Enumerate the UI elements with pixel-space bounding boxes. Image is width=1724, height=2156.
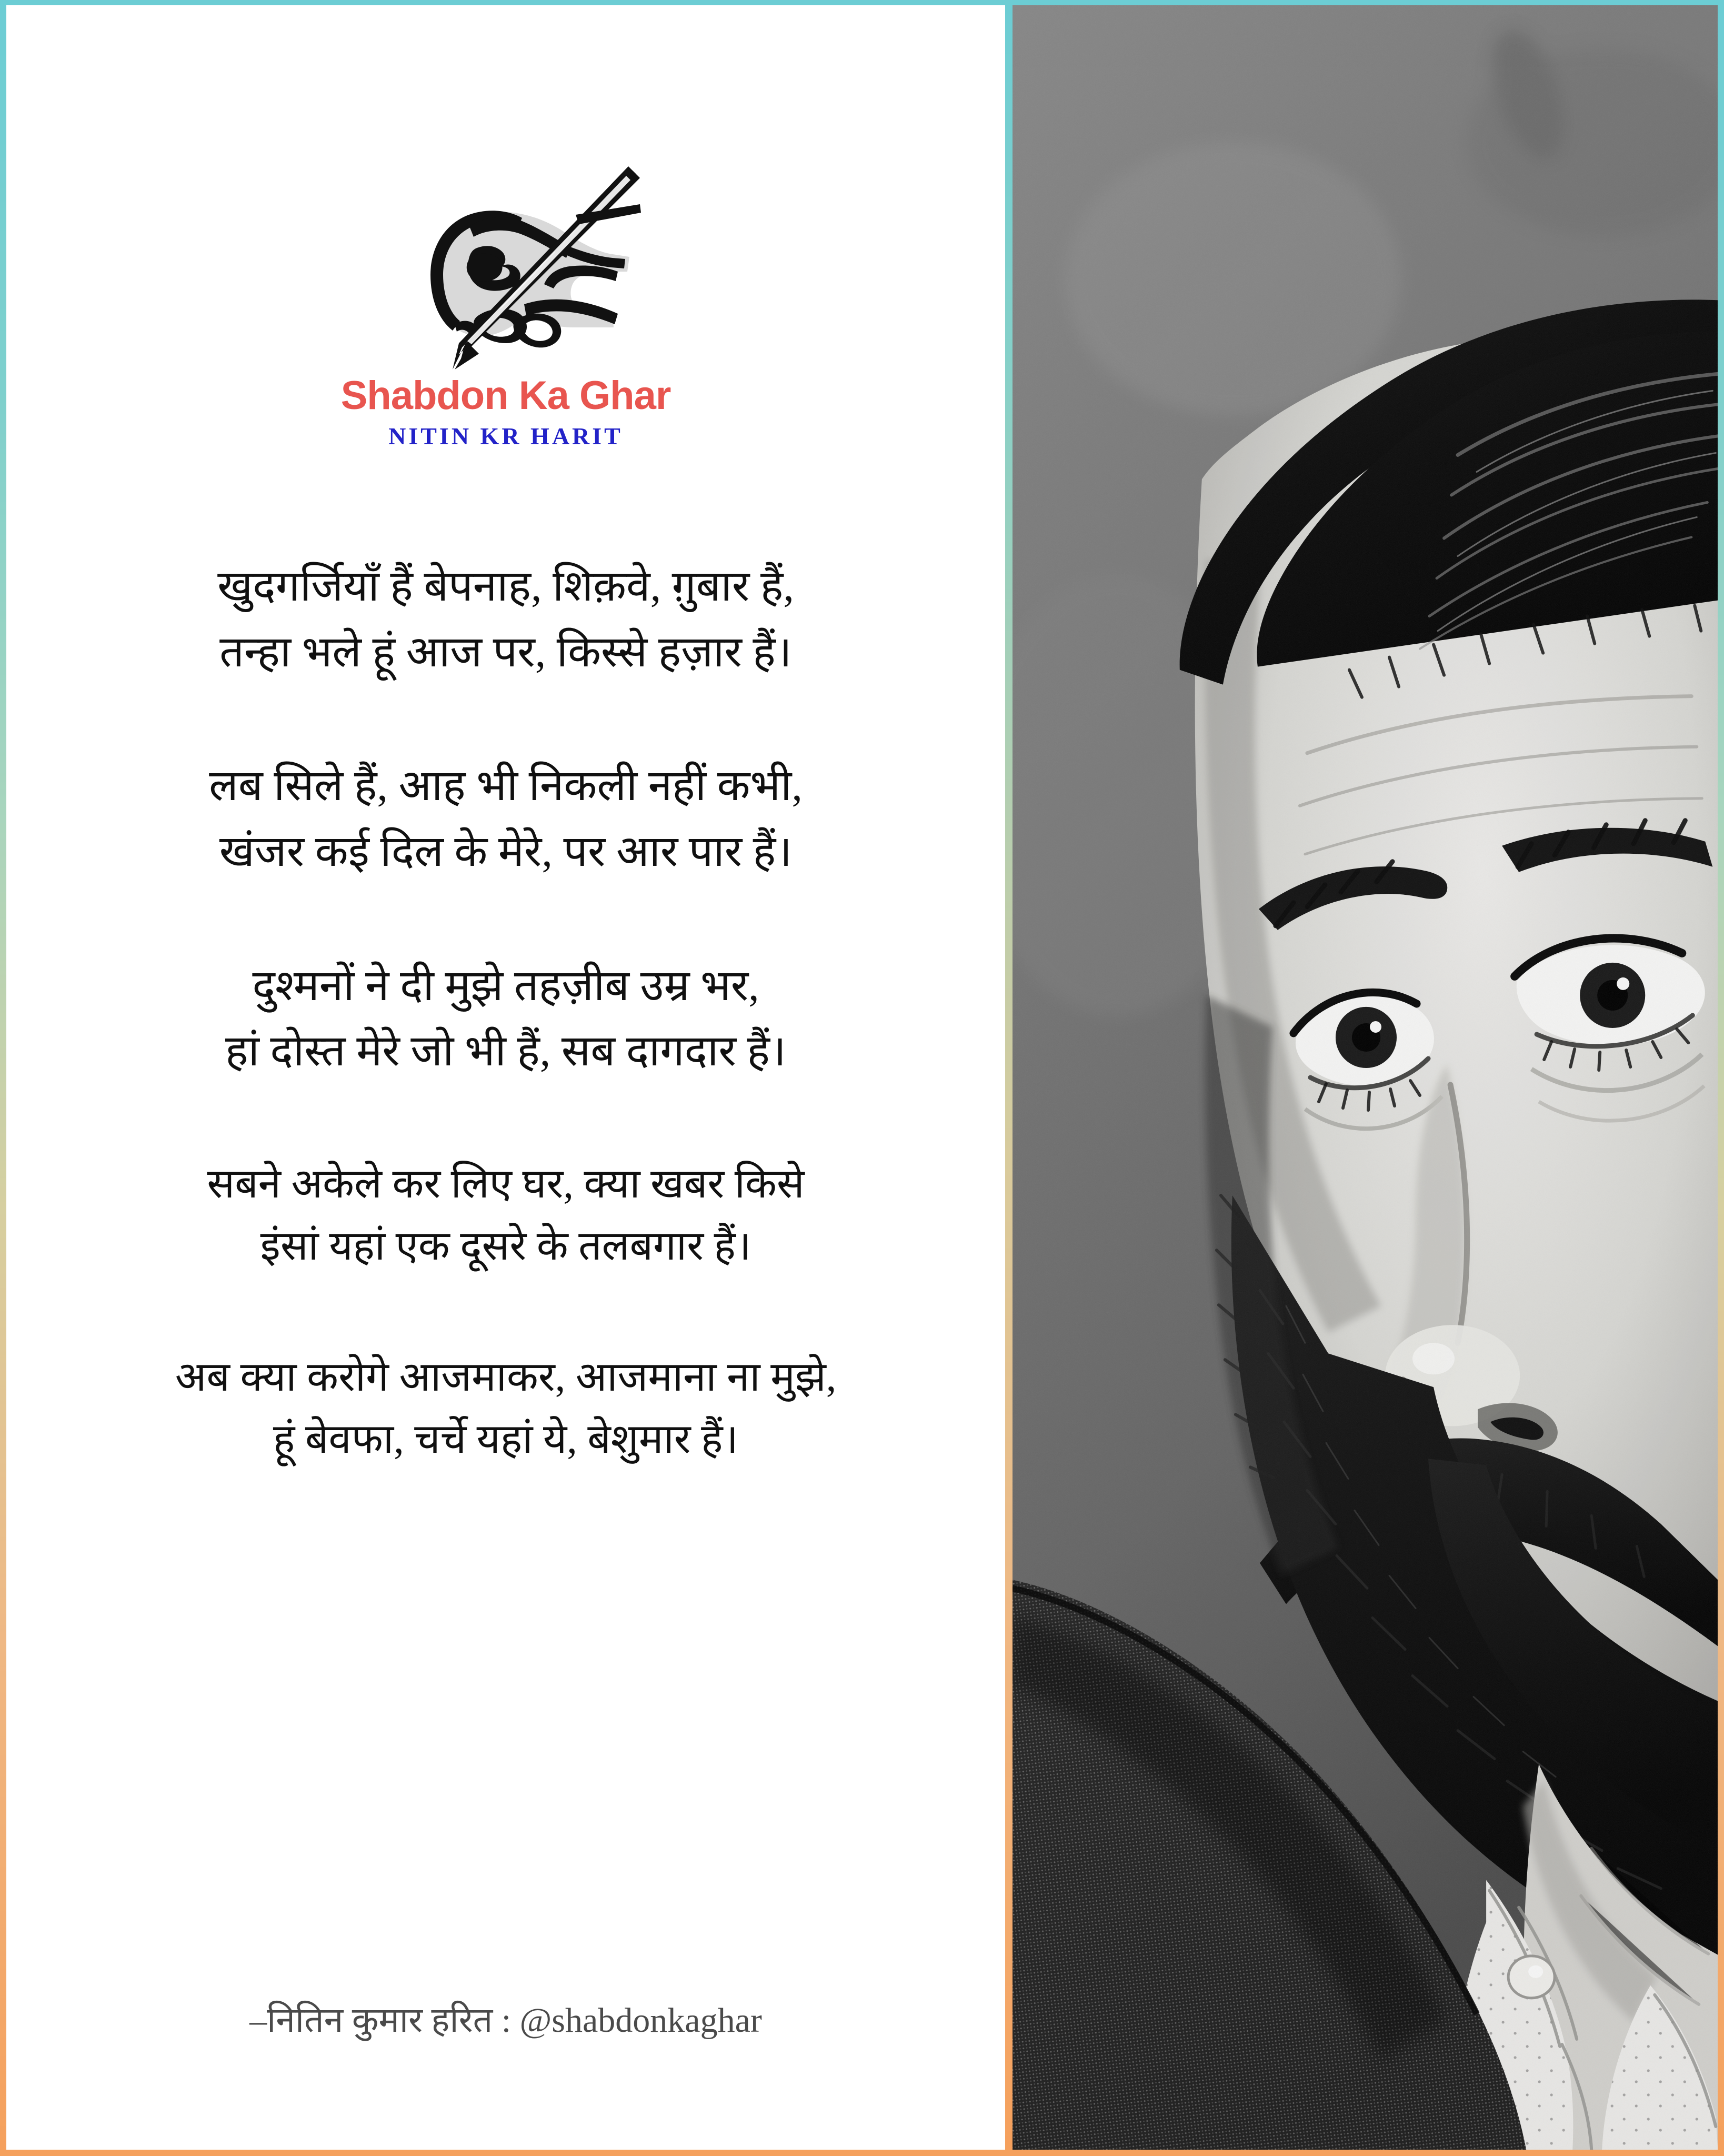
portrait-illustration <box>1013 5 1718 2150</box>
author-portrait-photo <box>1013 5 1718 2150</box>
poem-line: इंसां यहां एक दूसरे के तलबगार हैं। <box>260 1223 751 1269</box>
poem-body <box>6 554 1005 1471</box>
poem-line: खंजर कई दिल के मेरे, पर आर पार हैं। <box>219 827 793 875</box>
brand-logo <box>6 163 1005 448</box>
poem-line: अब क्या करोगे आजमाकर, आजमाना ना मुझे, <box>175 1353 837 1400</box>
poem-panel <box>6 5 1005 2150</box>
couplet <box>27 953 984 1084</box>
poem-line: तन्हा भले हूं आज पर, किस्से हज़ार हैं। <box>219 627 792 676</box>
poem-line: हूं बेवफा, चर्चे यहां ये, बेशुमार हैं। <box>273 1416 739 1462</box>
logo-wordmark: Shabdon Ka Ghar <box>340 373 671 418</box>
couplet <box>27 554 984 685</box>
couplet <box>27 1153 984 1277</box>
hand-holding-pen-icon <box>366 163 645 374</box>
couplet <box>27 1346 984 1471</box>
couplet <box>27 753 984 884</box>
logo-author-name: NITIN KR HARIT <box>388 423 623 450</box>
poem-line: खुदगर्जियाँ हैं बेपनाह, शिक़वे, ग़ुबार हैं, <box>217 562 794 610</box>
poem-line: दुश्मनों ने दी मुझे तहज़ीब उम्र भर, <box>252 961 759 1010</box>
poem-line: सबने अकेले कर लिए घर, क्या खबर किसे <box>207 1160 805 1206</box>
poem-line: लब सिले हैं, आह भी निकली नहीं कभी, <box>209 762 803 810</box>
author-signature: –नितिन कुमार हरित : @shabdonkaghar <box>249 2001 762 2040</box>
poem-line: हां दोस्त मेरे जो भी हैं, सब दागदार हैं। <box>225 1027 786 1075</box>
panel-divider <box>1005 5 1013 2150</box>
